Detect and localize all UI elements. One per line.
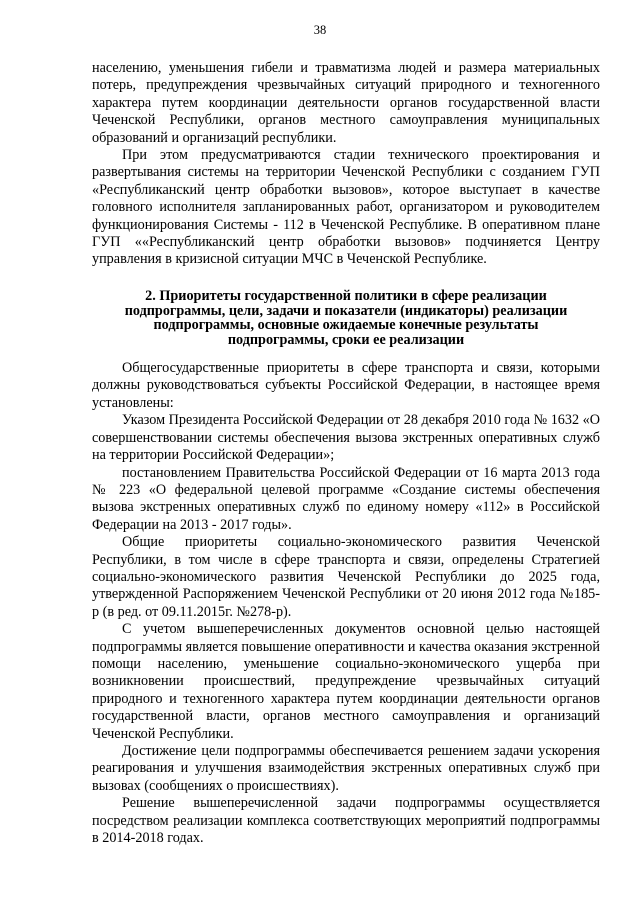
paragraph-goal: С учетом вышеперечисленных документов основной целью настоящей подпрограммы является повышение оперативности и качества оказания экстренной помощи населению, уменьшение социально-экономического ущерба при возникновении происшествий, предупреждение чрезвычайных ситуаций природного и техногенного характера путем координации деятельности органов государственной власти, органов местного самоуправления и организаций Чеченской Республики.: [92, 621, 600, 742]
paragraph-task: Достижение цели подпрограммы обеспечивается решением задачи ускорения реагирования и улучшения взаимодействия экстренных оперативных служб при вызовах (сообщениях о происшествиях).: [92, 743, 600, 794]
paragraph-measures: Решение вышеперечисленной задачи подпрограммы осуществляется посредством реализации комплекса соответствующих мероприятий подпрограммы в 2014-2018 годах.: [92, 795, 600, 847]
section-heading-line: 2. Приоритеты государственной политики в сфере реализации: [145, 287, 547, 304]
paragraph-priorities: Общегосударственные приоритеты в сфере транспорта и связи, которыми должны руководствоваться субъекты Российской Федерации, в настоящее время установлены:: [92, 360, 600, 411]
section-heading-line: подпрограммы, цели, задачи и показатели (индикаторы) реализации: [124, 302, 568, 319]
paragraph-intro-2: При этом предусматриваются стадии технического проектирования и развертывания системы на территории Чеченской Республики с созданием ГУП «Республиканский центр обработки вызовов», которое выступает в качестве головного исполнителя запланированных работ, организатором и руководителем функционирования Системы - 112 в Чеченской Республике. В оперативном плане ГУП ««Республиканский центр обработки вызовов» подчиняется Центру управления в кризисной ситуации МЧС в Чеченской Республике.: [92, 147, 600, 268]
paragraph-strategy: Общие приоритеты социально-экономического развития Чеченской Республики, в том числе в сфере транспорта и связи, определены Стратегией социально-экономического развития Чеченской Республики до 2025 года, утвержденной Распоряжением Чеченской Республики от 20 июня 2012 года №185-р (в ред. от 09.11.2015г. №278-р).: [92, 534, 600, 620]
page-content: [92, 60, 600, 847]
section-heading: [92, 289, 600, 348]
paragraph-intro-1: населению, уменьшения гибели и травматизма людей и размера материальных потерь, предупреждения чрезвычайных ситуаций природного и техногенного характера путем координации деятельности органов государственной власти Чеченской Республики, органов местного самоуправления муниципальных образований и организаций республики.: [92, 60, 600, 146]
page-number: 38: [313, 23, 327, 37]
section-heading-line: подпрограммы, основные ожидаемые конечные результаты: [153, 317, 539, 334]
section-heading-line: подпрограммы, сроки ее реализации: [227, 332, 465, 349]
paragraph-decree: Указом Президента Российской Федерации от 28 декабря 2010 года № 1632 «О совершенствовании системы обеспечения вызова экстренных оперативных служб на территории Российской Федерации»;: [92, 412, 600, 464]
paragraph-resolution: постановлением Правительства Российской Федерации от 16 марта 2013 года № 223 «О федеральной целевой программе «Создание системы обеспечения вызова экстренных оперативных служб по единому номеру «112» в Российской Федерации на 2013 - 2017 годы».: [92, 464, 600, 533]
